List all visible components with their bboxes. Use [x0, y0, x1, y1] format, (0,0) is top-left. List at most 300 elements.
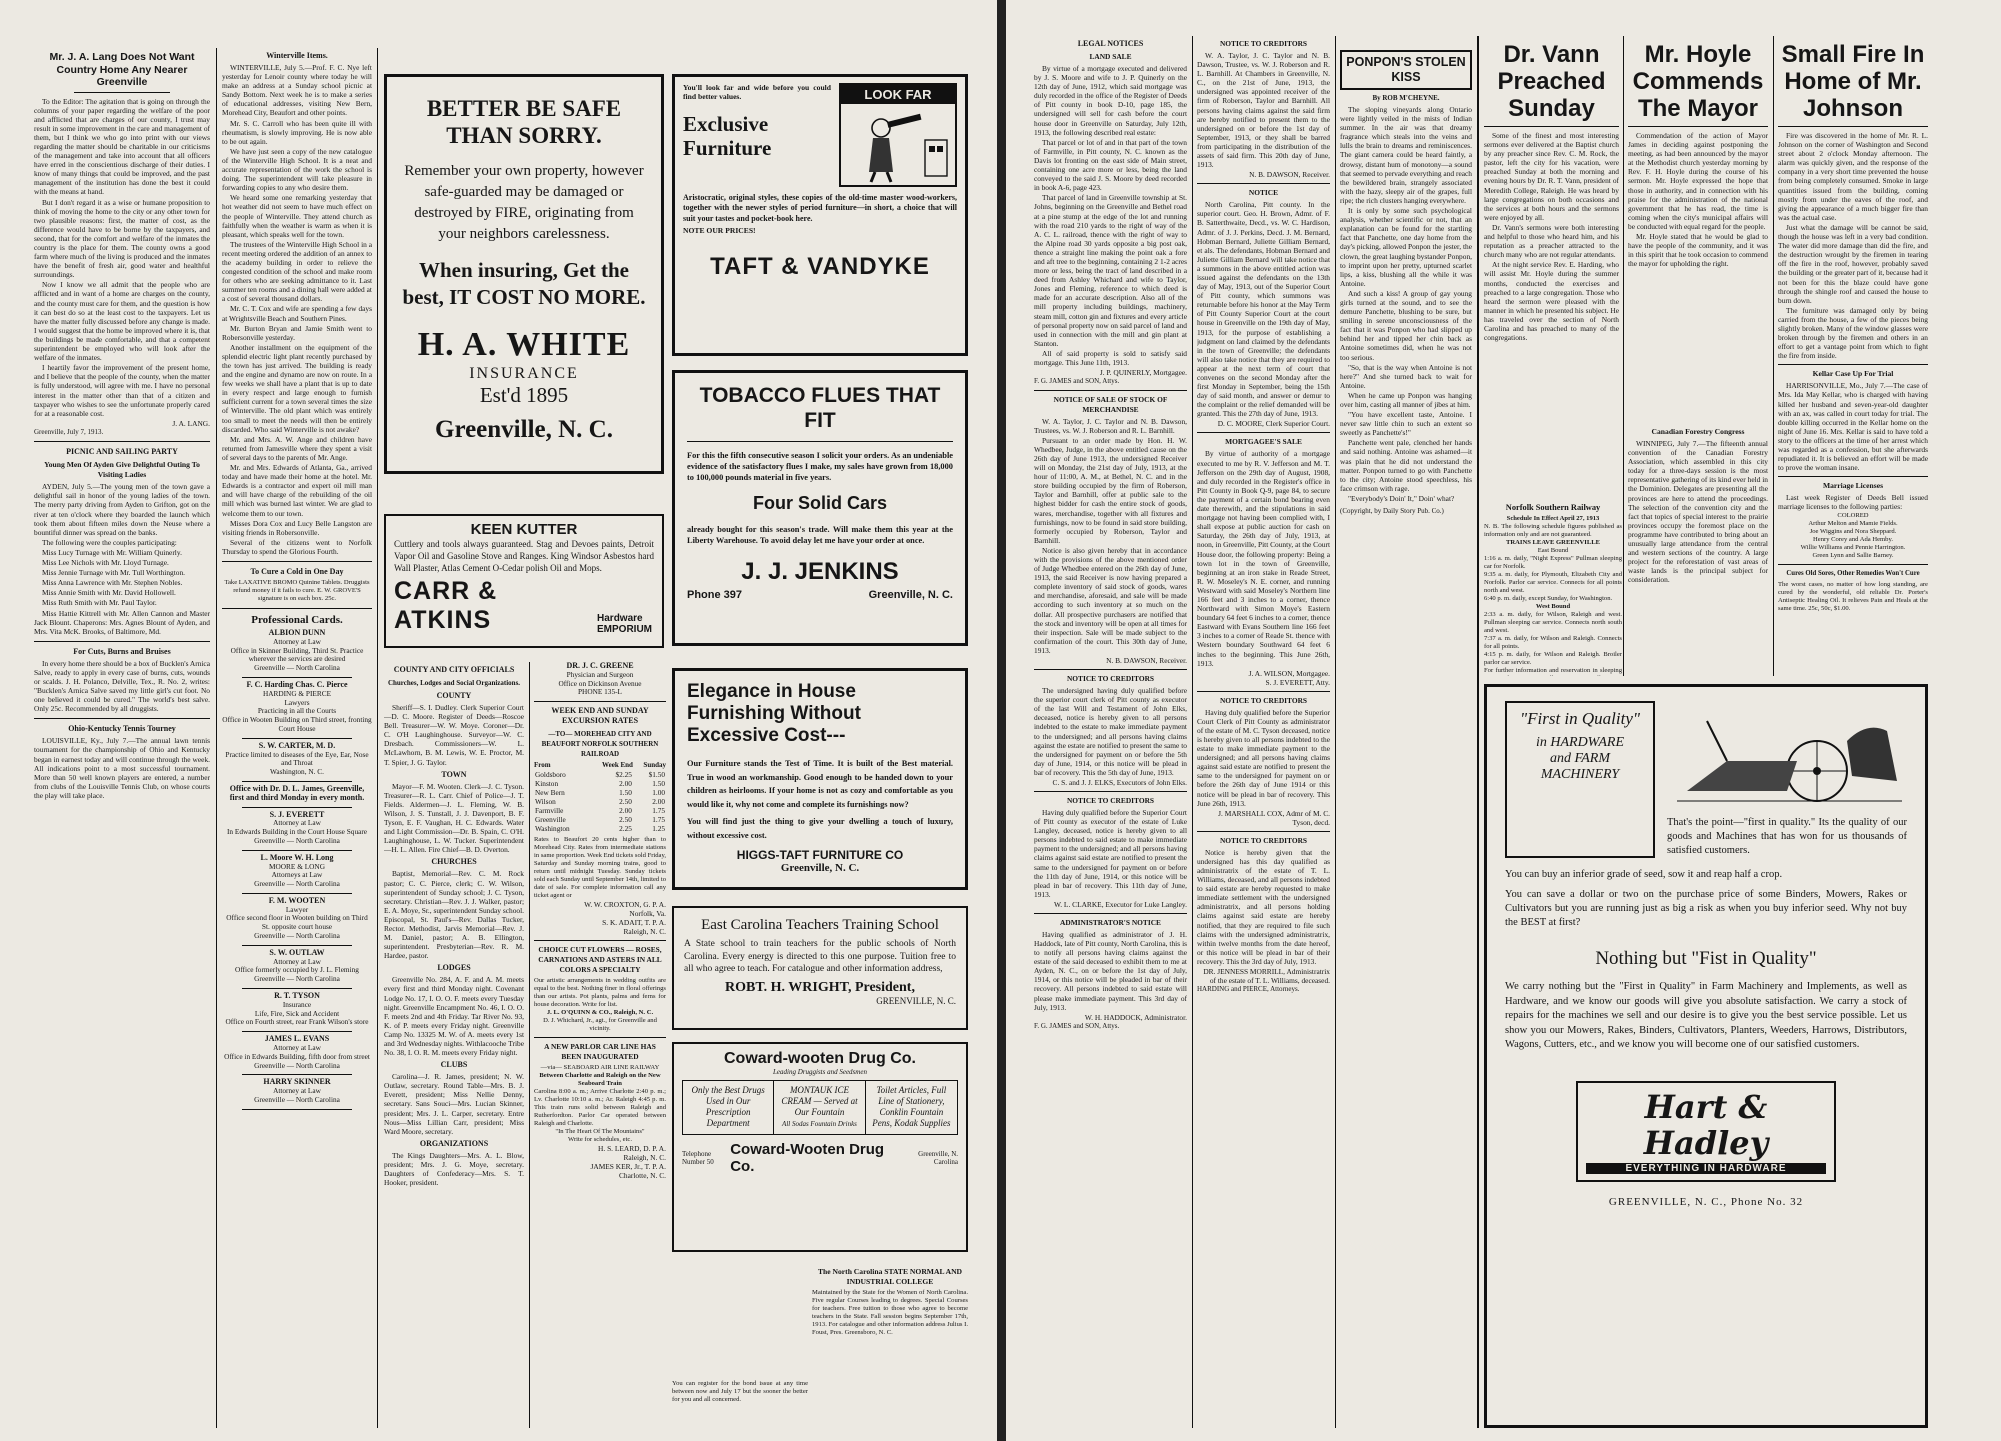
legal-column-1 — [1034, 36, 1187, 1428]
land-sale-signature: J. P. QUINERLY, Mortgagee. — [1099, 368, 1187, 378]
professional-card — [222, 897, 372, 941]
professional-card — [222, 1035, 372, 1070]
fare-table-cell: Kinston — [535, 779, 559, 789]
bond-registration-notice — [672, 1380, 808, 1428]
administrator-notice-text: Having qualified as administrator of J. H. Haddock, late of Pitt county, North Carolina, this is to notify all persons having claims against the estate of the said deceased to exhibit them to me at Ayden, N. C., on or before the 1st day of July, 1914, or this notice will be pleaded in bar of their recovery. All persons indebted to said estate will please make immediate payment. This 3rd day of July, 1913. — [1034, 929, 1187, 1012]
picnic-subhead: Young Men Of Ayden Give Delightful Outing To Visiting Ladies — [44, 460, 200, 480]
licenses-text: Last week Register of Deeds Bell issued marriage licenses to the following parties: — [1778, 493, 1928, 512]
winterville-paragraph: Mr. and Mrs. A. W. Ange and children have returned from Jamesville where they spent a visit of several days to the parents of Mr. Ange. — [222, 434, 372, 462]
column-rule — [216, 48, 217, 1428]
ponpon-paragraph: It is only by some such psychological analysis, whether scientific or not, that an explanation can be found for the startling fact that Panchette, one day home from the day's picking, allowed Ponpon the jester, the clown, the great laughing bystander Ponpon, to imprint upon her pretty, upturned scarlet lips, a kiss, blushing all the while it was Antoine. — [1340, 206, 1472, 288]
ponpon-story-column — [1340, 50, 1472, 1428]
picnic-paragraph: Miss Anna Lawrence with Mr. Stephen Nobles. — [42, 578, 183, 588]
stock-sale-paragraph: Pursuant to an order made by Hon. H. W. Whedbee, Judge, in the above entitled cause on the 26th day of June 1913, the undersigned Receiver will on Monday, the 21st day of July, 1913, at the hour of 11:00, A. M., at Bethel, N. C. and in the store building occupied by the firm of Roberson, Taylor and Barnhill, offer at public sale to the highest bidder for cash the entire stock of goods, wares, merchandise, together with all fixtures and furnishings, now to be found in said store building, formerly occupied by Roberson, Taylor and Barnhill. — [1034, 435, 1187, 545]
nsr-west-train: 7:37 a. m. daily, for Wilson and Raleigh. Connects for all points. — [1484, 635, 1622, 650]
land-sale-paragraph: All of said property is sold to satisfy said mortgage. This June 11th, 1913. — [1034, 348, 1187, 367]
professional-card-line: Greenville — North Carolina — [254, 974, 340, 984]
parlor-car-agent: H. S. LEARD, D. P. A. — [598, 1144, 666, 1154]
summons-notice-text: North Carolina, Pitt county. In the superior court. Geo. H. Brown, Admr. of F. B. Satterthwaite, Decd., vs. W. C. Hardison, Admr. of J. J. Perkins, Decd. J. M. Bernard, Hobman Bernard, Juliette Gilliam Bernard, et als. The defendants, Hobman Bernard and Juliette Gilliam Bernard will take notice that a summons in the above entitled action was issued against the defendants on the 13th day of May, 1913, out of the Superior Court of Pitt county, which summons was returnable before his honor at the May Term of Pitt County Superior Court at the court house in Greenville on the 19th day of May, 1913, for the purpose of establishing a judgment on land claimed by the defendants in the town of Greenville; the defendants will also take notice that they are required to appear at the next term of court that convenes on the second Monday after the first Monday in September, being the 15th day of said month, and answer or demur to the complaint or the relief demanded will be granted. This the 27th day of June, 1913. — [1197, 200, 1330, 419]
hart-hadley-logo-text: Hart & Hadley — [1643, 1087, 1769, 1162]
keen-kutter-body: Cuttlery and tools always guaranteed. Stag and Devoes paints, Detroit Vapor Oil and Gasoline Stove and Ranges. King Windsor Asbestos hard Wall Plaster, Atlas Cement O-Cedar polish Oil and Mops. — [394, 539, 654, 573]
administrator-notice-headline: ADMINISTRATOR'S NOTICE — [1060, 917, 1161, 927]
stock-sale-signature: N. B. DAWSON, Receiver. — [1106, 656, 1187, 666]
white-body: Remember your own property, however safe-guarded may be damaged or destroyed by FIRE, originating from your neighbors carelessness. — [404, 163, 644, 242]
officials-section-text: Baptist, Memorial—Rev. C. M. Rock pastor; C. C. Pierce, clerk; C. W. Wilson, superintendent of Sunday school; J. C. Tyson, secretary. Christian—Rev. J. J. Walker, pastor; E. A. Moye, Sr., superintendent Sunday school. Episcopal, St. Paul's—Rev. Dallas Tucker, Rector. Methodist, Jarvis Memorial—Rev. J. M. Daniel, pastor; A. B. Ellington, superintendent. Presbyterian—Rev. R. M. Hardee, pastor. — [384, 869, 524, 961]
professional-card-line: Greenville — North Carolina — [254, 663, 340, 673]
first-in-quality-badge — [1505, 701, 1655, 858]
professional-card — [222, 854, 372, 889]
summons-notice-signature: D. C. MOORE, Clerk Superior Court. — [1217, 419, 1330, 429]
mortgagee-sale-headline: MORTGAGEE'S SALE — [1225, 437, 1302, 447]
professional-card-line: In Edwards Building in the Court House Square — [226, 827, 368, 837]
coward-wooten-title: Coward-wooten Drug Co. — [724, 1050, 916, 1067]
fare-table-cell: 2.00 — [619, 779, 632, 789]
licenses-colored-label: COLORED — [1837, 512, 1869, 520]
tobacco-flues-body: For this the fifth consecutive season I solicit your orders. As an undeniable evidence of the satisfactory flues I make, my sales have grown from 18,000 to 100,000 pounds material in five years. — [687, 451, 953, 482]
officials-section-heading: ORGANIZATIONS — [419, 1138, 489, 1148]
license-entry: Joe Wiggins and Nora Sheppard. — [1809, 528, 1897, 536]
winterville-headline: Winterville Items. — [266, 51, 328, 60]
fire-paragraph: The furniture was damaged only by being carried from the house, a few of the pieces being slightly broken. Many of the window glasses were broken through by the firemen and others in an effort to get a vantage point from which to fight the fire from inside. — [1778, 305, 1928, 361]
bond-registration-text: You can register for the bond issue at any time between now and July 17 but the sooner the better for you and all concerned. — [672, 1380, 808, 1403]
fare-table-cell: 1.75 — [652, 815, 665, 825]
professional-card-line: Greenville — North Carolina — [254, 931, 340, 941]
creditors-notice-4-signature: J. MARSHALL COX, Admr of M. C. Tyson, decd. — [1218, 808, 1330, 827]
professional-card — [222, 785, 372, 803]
parlor-car-headline: A NEW PARLOR CAR LINE HAS BEEN INAUGURATED — [544, 1042, 656, 1062]
nsr-west-train: 2:33 a. m. daily, for Wilson, Raleigh and west. Pullman sleeping car service. Connects north south and west. — [1484, 611, 1622, 634]
nsr-west-title: West Bound — [1535, 603, 1571, 610]
fare-table-row — [534, 824, 666, 833]
higgs-taft-body-2: You will find just the thing to give your dwelling a touch of luxury, without excessive cost. — [687, 817, 953, 840]
license-entry: Arthur Melton and Mamie Fields. — [1808, 520, 1898, 528]
officials-section-text: Carolina—J. R. James, president; N. W. Outlaw, secretary. Round Table—Mrs. B. J. Everett, president; Miss Nellie Denny, secretary. Sans Souci—Mrs. Lucian Skinner, president; Mrs. J. L. Carper, secretary. Entre Nous—Miss Lillian Carr, president; Miss Ward Moore, secretary. — [384, 1072, 524, 1136]
professional-card — [222, 681, 372, 734]
license-entry: Henry Corey and Ada Hemby. — [1813, 536, 1893, 544]
cuts-headline: For Cuts, Burns and Bruises — [73, 646, 171, 656]
fare-table-row — [534, 815, 666, 824]
ponpon-headline: PONPON'S STOLEN KISS — [1346, 55, 1466, 84]
professional-card-line: Office second floor in Wooten building on Third St. opposite court house — [226, 913, 368, 932]
white-name: H. A. WHITE — [417, 326, 631, 363]
license-entry: Green Lynn and Sallie Barney. — [1812, 552, 1894, 560]
officials-section-heading: CLUBS — [440, 1060, 468, 1070]
fare-table-cell: 2.00 — [619, 806, 632, 816]
mortgagee-sale-signature: J. A. WILSON, Mortgagee. — [1248, 668, 1330, 678]
professional-card-line: Greenville — North Carolina — [254, 879, 340, 889]
officials-section-heading: CHURCHES — [431, 857, 477, 867]
ectts-ad — [672, 906, 968, 1030]
parlor-car-agent-place: Raleigh, N. C. — [623, 1153, 666, 1163]
professional-cards-list — [222, 629, 372, 1110]
excursion-agent-2-place: Raleigh, N. C. — [623, 927, 666, 937]
greene-office: Office on Dickinson Avenue — [558, 678, 642, 688]
cold-cure-headline: To Cure a Cold in One Day — [250, 566, 344, 576]
professional-card-line: Lawyers — [284, 697, 310, 707]
white-place: Greenville, N. C. — [435, 416, 613, 443]
man-with-telescope-icon — [841, 104, 955, 184]
nsr-headline: Norfolk Southern Railway — [1505, 503, 1601, 512]
taft-vandyke-title: Exclusive Furniture — [683, 111, 772, 160]
summons-notice-headline: NOTICE — [1248, 188, 1279, 198]
column-2 — [222, 48, 372, 1428]
tennis-headline: Ohio-Kentucky Tennis Tourney — [68, 724, 176, 734]
taft-vandyke-note: NOTE OUR PRICES! — [683, 225, 756, 235]
column-rule — [1335, 36, 1336, 1428]
excursion-fare-table — [534, 761, 666, 833]
officials-section-text: Greenville No. 284, A. F. and A. M. meets every first and third Monday night. Covenant Lodge No. 17, I. O. O. F. meets every Tuesday night. Greenville Encampment No. 46, I. O. O. F. meets 2nd and 4th Friday. Tar River No. 93, K. of P. meets every Friday night. Greenville Camp No. 13325 M. W. of A. meets every 1st and 3rd Wednesday nights. Withlacooche Tribe No. 38, I. O. R. M. meets every Friday night. — [384, 975, 524, 1058]
ectts-body: A State school to train teachers for the public schools of North Carolina. Every energy is directed to this one purpose. Tuition free to all who agree to teach. For catalogue and other information address, — [684, 939, 956, 974]
creditors-notice-5-signature: DR. JENNESS MORRILL, Administratrix of the estate of T. L. Williams, deceased. — [1203, 966, 1330, 985]
professional-card-name: F. C. Harding Chas. C. Pierce — [246, 679, 348, 689]
coward-wooten-place: Greenville, N. Carolina — [918, 1150, 959, 1166]
higgs-taft-furniture-ad — [672, 668, 968, 890]
white-headline: BETTER BE SAFE THAN SORRY. — [426, 96, 622, 148]
winterville-paragraph: Mr. C. T. Cox and wife are spending a few days at Wrightsville Beach and Southern Pines. — [222, 304, 372, 323]
parlor-car-agent-2: JAMES KER, Jr., T. P. A. — [590, 1162, 666, 1172]
normal-college-headline: The North Carolina STATE NORMAL AND INDUSTRIAL COLLEGE — [817, 1267, 963, 1286]
fare-table-row — [534, 770, 666, 779]
professional-card-line: Greenville — North Carolina — [254, 1060, 340, 1070]
fare-table-header: From — [534, 761, 551, 770]
fare-table-cell: Goldsboro — [535, 770, 566, 780]
creditors-notice-2-signature: W. L. CLARKE, Executor for Luke Langley. — [1053, 899, 1187, 909]
land-sale-headline: LAND SALE — [1089, 52, 1132, 61]
winterville-paragraph: Mr. Burton Bryan and Jamie Smith went to Robersonville yesterday. — [222, 323, 372, 342]
officials-section-heading: LODGES — [437, 963, 471, 973]
winterville-paragraph: Mr. and Mrs. Edwards of Atlanta, Ga., arrived today and have made their home at the hotel. Mr. Edwards is a contractor and expert oil mill man and will have charge of the rebuilding of the oil mill which was burned last winter. We are glad to welcome them to our town. — [222, 463, 372, 518]
drugs-panel: Only the Best Drugs Used in Our Prescription Department — [683, 1081, 774, 1134]
greene-name: DR. J. C. GREENE — [566, 662, 634, 670]
receiver-notice-signature: N. B. DAWSON, Receiver. — [1249, 170, 1330, 180]
parlor-car-tagline: "In The Heart Of The Mountains" — [555, 1128, 645, 1136]
officials-sections — [384, 691, 524, 1187]
tobacco-flues-headline: TOBACCO FLUES THAT FIT — [699, 384, 941, 432]
creditors-notice-5-attorney: HARDING and PIERCE, Attorneys. — [1197, 984, 1300, 993]
right-newspaper-page — [1006, 0, 2001, 1441]
nsr-east-train: 9:35 a. m. daily, for Plymouth, Elizabeth City and Norfolk. Parlor car service. Connects for all points north and west. — [1484, 571, 1622, 594]
professional-card-role: Attorney at Law — [273, 1086, 321, 1096]
professional-card-line: Office in Wooten Building on Third street, fronting Court House — [222, 715, 372, 733]
flowers-text: Our artistic arrangements in wedding outfits are equal to the best. Nothing finer in floral offerings than our artists. Pot plants, palms and ferns for house decoration. Write for list. — [534, 977, 666, 1009]
hoyle-column — [1628, 38, 1768, 418]
left-newspaper-page — [0, 0, 997, 1441]
fire-paragraph: Just what the damage will be cannot be said, though the house was left in a very bad condition. The water did more damage than did the fire, and the destruction wrought by the firemen in tearing off the fire in the roof, however, probably saved the building or the greater part of it, because had it not been for this the blaze could have gone through the shingle roof and caused the house to burn down. — [1778, 222, 1928, 305]
taft-vandyke-body: Aristocratic, original styles, these copies of the old-time master wood-workers, together with the newer styles of period furniture—in short, a choice that will suit your tastes and pocket-book here. — [683, 193, 957, 223]
jenkins-place: Greenville, N. C. — [868, 589, 953, 601]
cold-cure-text: Take LAXATIVE BROMO Quinine Tablets. Druggists refund money if it fails to cure. E. W. GROVE'S signature is on each box. 25c. — [224, 578, 370, 602]
coward-wooten-footer: Coward-Wooten Drug Co. — [730, 1141, 885, 1175]
lang-paragraph: I heartily favor the improvement of the present home, and I believe that the people of the county, when the matter is fully understood, will agree with me. I have no personal interest in the matter other than that of a citizen and taxpayer who wishes to see the unfortunate properly cared for at a reasonable cost. — [34, 363, 210, 418]
coward-wooten-telephone: Telephone Number 50 — [682, 1150, 714, 1166]
creditors-notice-headline: NOTICE TO CREDITORS — [1066, 674, 1155, 684]
column-1 — [34, 48, 210, 1428]
greene-phone: PHONE 135-L — [578, 687, 622, 697]
hart-hadley-body: We carry nothing but the "First in Quality" in Farm Machinery and Implements, as well as Hardware, and we know our goods will give you absolute satisfaction. We carry a stock of repairs for the machines we sell and our desire is to give you the best service possible. Let us show you our Mowers, Rakes, Binders, Cultivators, Planters, Weeders, Harrows, Distributors, Wagons, Cutters, etc., and we know you will become one of our satisfied customers. — [1505, 981, 1907, 1050]
ponpon-byline: By ROB M'CHEYNE. — [1372, 94, 1440, 102]
canada-forestry-text: WINNIPEG, July 7.—The fifteenth annual convention of the Canadian Forestry Association, which assembled in this city today for a three-days session is the most representative gathering of its kind ever held in the Dominion. Delegates are presenting all the provinces are here to attend the proceedings. The selection of the convention city and the fact that topics of special interest to the prairie provinces occupy the foremost place on the programme have contributed to bring about an unusually large attendance from the central and western sections of the country. A large project for the reforestation of vast areas of waste lands is the principal subject for consideration. — [1628, 439, 1768, 585]
picnic-headline: PICNIC AND SAILING PARTY — [66, 447, 178, 457]
professional-card-name: Office with Dr. D. L. James, Greenville, first and third Monday in every month. — [229, 783, 365, 802]
flowers-firm: J. L. O'QUINN & CO., Raleigh, N. C. — [546, 1009, 654, 1017]
ponpon-paragraph: The sloping vineyards along Ontario were lightly veiled in the mists of Indian summer. In the air was that dreamy fragrance which steals into the veins and lulls the brain to dreams and reminiscences. The giant camera could be heard faintly, a drowsy, distant hum of monotony—a sound that seemed to pervade everything and reach the bewildered brain, strangely associated with the hazy, sleepy air of the grapes, full ripe; the rich clusters hanging everywhere. — [1340, 105, 1472, 205]
land-sale-paragraph: That parcel of land in Greenville township at St. Johns, beginning on the Greenville and Bethel road at a pine stump at the edge of the lot and running with the road 210 yards to the right of way of the A. C. L. railroad, thence with the right of way to the Alpine road 30 yards opposite a big post oak, thence a straight line making the point oak a fore and aft tree to the beginning, containing 2 1-2 acres more or less, being the tract of land described in a deed from Ashley Whichard and wife to Taylor, Jones and Fleming, reference to which deed is made for an accurate description. Also all of the mill property including buildings, machinery, steam mill, cotton gin and fixtures and every article of personal property now on said parcel of land and used in connection with the mill and gin plant at Stanton. — [1034, 193, 1187, 348]
page-gutter — [997, 0, 1006, 1441]
ponpon-paragraph: When he came up Ponpon was hanging over him, casting all manner of jibes at him. — [1340, 390, 1472, 409]
professional-card-role: Insurance — [282, 999, 312, 1009]
professional-card-line: Office in Edwards Building, fifth door from street — [224, 1051, 370, 1061]
fare-table-row — [534, 797, 666, 806]
kellar-text: HARRISONVILLE, Mo., July 7.—The case of Mrs. Ida May Kellar, who is charged with having killed her husband and seven-year-old daughter with an ax, was called in court today for trial. The double killing occurred in the Kellar home on the night of June 16. Mrs. Kellar is said to have told a story to the officers at the time of her arrest which was regarded as a confession, but she afterwards repudiated it. It is believed an effort will be made to prove the woman insane. — [1778, 381, 1928, 473]
lang-headline: Mr. J. A. Lang Does Not Want Country Home Any Nearer Greenville — [49, 51, 195, 88]
licenses-list — [1778, 520, 1928, 560]
taft-vandyke-ad — [672, 74, 968, 356]
coward-wooten-drug-ad — [672, 1042, 968, 1252]
fare-table-row — [534, 806, 666, 815]
officials-column — [384, 662, 524, 1428]
professional-card-role: Attorney at Law — [273, 1043, 321, 1053]
taft-vandyke-intro: You'll look far and wide before you could find better values. — [683, 83, 831, 102]
professional-card-role: Lawyer — [285, 904, 309, 914]
ponpon-paragraph: "So, that is the way when Antoine is not here?" And she turned back to wait for Antoine. — [1340, 362, 1472, 390]
fare-table-cell: 1.75 — [652, 806, 665, 816]
nsr-east-train: 6:40 p. m. daily, except Sunday, for Washington. — [1484, 595, 1613, 602]
creditors-notice-4-text: Having duly qualified before the Superior Court Clerk of Pitt County as administrator of the estate of M. C. Tyson deceased, notice is hereby given to all persons indebted to the estate to make immediate payment to the undersigned; and all persons having claims against said estate are notified to present the same to the undersigned for payment on or before the 26th day of June 1914 or this notice will be plead in bar of recovery. This June 26th, 1913. — [1197, 707, 1330, 808]
winterville-paragraph: We heard some one remarking yesterday that hot weather did not seem to have much effect on the people of Winterville. They attend church as faithfully when the weather is warm as when it is pleasant, which speaks well for the town. — [222, 193, 372, 239]
picnic-paragraph: The following were the couples participating: — [42, 537, 177, 547]
mortgagee-sale-text: By virtue of authority of a mortgage executed to me by R. V. Jefferson and M. T. Jefferson on the 29th day of August, 1908, and duly recorded in the Register's office in Pitt County in Book Q-9, page 84, to secure the payment of a certain bond bearing even date therewith, and the stipulations in said mortgage not having been complied with, I shall expose at public auction for cash on Saturday, the 26th day of July, 1913, at noon, in Greenville, Pitt County, at the Court House door, the following property: Being a town lot in the town of Greenville, beginning at an iron stake in Reade Street, R. W. Moseley's N. E. corner, and running Westward with said Moseley's Northern line 166 feet and 3 inches to a corner, thence Northward with Simon Moye's Eastern boundary 64 feet 6 inches to a corner, thence Eastward with Evans Southern line 166 feet 3 inches to a corner of Reade St. thence with Western boundary Southward 64 feet 6 inches to the beginning. This June 26th, 1913. — [1197, 449, 1330, 668]
fire-headline: Small Fire In Home of Mr. Johnson — [1781, 41, 1925, 122]
ectts-place: GREENVILLE, N. C. — [876, 995, 956, 1006]
professional-card-line: Office formerly occupied by J. L. Fleming — [235, 965, 359, 975]
professional-card-role: Attorney at Law — [273, 956, 321, 966]
hart-hadley-headline: Nothing but "Fist in Quality" — [1595, 948, 1817, 969]
column-rule — [529, 662, 530, 1428]
keen-kutter-ad — [384, 514, 664, 648]
stock-sale-paragraph: Notice is also given hereby that in accordance with the provisions of the above mentioned order of Judge Whedbee entered on the 26th day of June, 1913, the said Receiver is now having prepared a complete inventory of said stock of goods, wares and merchandise, aforesaid, and sale will be made according to such inventory at so much on the dollar. All prospective purchasers are notified that the stock and inventory will be open at all times for their inspection. Sale will be made subject to the confirmation of the court. This 30th day of June, 1913. — [1034, 545, 1187, 655]
lang-dateline: Greenville, July 7, 1913. — [34, 427, 104, 436]
stock-sale-paragraph: W. A. Taylor, J. C. Taylor and N. B. Dawson, Trustees, vs. W. J. Roberson and R. L. Barnhill. — [1034, 416, 1187, 435]
hart-hadley-intro: That's the point—"first in quality." Its the quality of our goods and Machines that has won for us thousands of satisfied customers. — [1667, 817, 1907, 856]
soda-label: All Sodas Fountain Drinks — [782, 1120, 857, 1128]
ectts-headline: East Carolina Teachers Training School — [701, 917, 939, 933]
hoyle-paragraph: Mr. Hoyle stated that he would be glad to have the people of the community, and it was in this spirit that he took occasion to commend the mayor for upholding the right. — [1628, 232, 1768, 269]
professional-card-line: Practice limited to diseases of the Eye, Ear, Nose and Throat — [225, 749, 369, 768]
creditors-notice-5-headline: NOTICE TO CREDITORS — [1219, 835, 1308, 845]
nsr-east-subtitle: East Bound — [1537, 547, 1569, 554]
stock-sale-headline: NOTICE OF SALE OF STOCK OF MERCHANDISE — [1053, 394, 1168, 414]
nsr-subhead: Schedule In Effect April 27, 1913 — [1506, 515, 1600, 522]
flowers-headline: CHOICE CUT FLOWERS — ROSES, CARNATIONS AND ASTERS IN ALL COLORS A SPECIALTY — [538, 945, 662, 975]
lang-paragraph: But I don't regard it as a wise or humane proposition to think of moving the home to the city or any other town for two plausible reasons: first, the matter of cost, as the difference would have to be borne by the taxpayers, and second, that for the comfort and welfare of the inmates the country is the place for them. The county owns a good farm where much of the living is produced and the inmates have the benefit of fresh air, good water and healthful surroundings. — [34, 197, 210, 280]
nsr-east-list — [1484, 555, 1622, 603]
nsr-west-train: 4:15 p. m. daily, for Wilson and Raleigh. Broiler parlor car service. — [1484, 651, 1622, 666]
reaper-machine-icon — [1667, 701, 1907, 811]
excursion-headline: WEEK END AND SUNDAY EXCURSION RATES — [551, 706, 649, 726]
receiver-notice-text: W. A. Taylor, J. C. Taylor and N. B. Dawson, Trustee, vs. W. J. Roberson and R. L. Barnhill. At Chambers in Greenville, N. C., on the 21st of June, 1913, the undersigned was appointed receiver of the firm of Roberson, Taylor and Barnhill. All persons having claims against the said firm are hereby notified to present them to the undersigned on or before the 1st day of September, 1913, or they shall be barred from participating in the distribution of the assets of said firm. This 20th day of June, 1913. — [1197, 51, 1330, 170]
professional-card — [222, 629, 372, 673]
keen-kutter-title: KEEN KUTTER — [470, 521, 578, 538]
taft-vandyke-firm: TAFT & VANDYKE — [710, 252, 930, 280]
officials-section-heading: COUNTY — [436, 691, 472, 700]
picnic-paragraph: AYDEN, July 5.—The young men of the town gave a delightful sail in honor of the young ladies of the town. The merry party driving from Ayden to Grifton, got on the river at ten o'clock where they boarded the launch which took them about fifteen miles down the Neuse where a bountiful dinner was spread on the banks. — [34, 482, 210, 537]
mortgagee-sale-attorney: S. J. EVERETT, Atty. — [1265, 677, 1330, 687]
hart-hadley-logo — [1576, 1081, 1836, 1182]
professional-cards-headline: Professional Cards. — [251, 613, 343, 626]
norfolk-southern-railway-schedule — [1484, 500, 1622, 676]
winterville-paragraph: The trustees of the Winterville High School in a recent meeting ordered the addition of an annex to the academy building in order to relieve the congested condition of the school and make room for others who are seeking admittance to it. Last summer ten rooms and a dining hall were added at a cost of several thousand dollars. — [222, 239, 372, 304]
professional-card-name: S. W. OUTLAW — [269, 947, 325, 957]
column-rule — [377, 48, 378, 1428]
column-rule — [1773, 36, 1774, 676]
tobacco-flues-subhead: Four Solid Cars — [752, 493, 887, 513]
professional-card-line: Practicing in all the Courts — [257, 706, 337, 716]
nsr-east-title: TRAINS LEAVE GREENVILLE — [1505, 539, 1601, 546]
fare-table-row — [534, 788, 666, 797]
winterville-paragraph: Another installment on the equipment of the splendid electric light plant recently purchased by the town has just arrived. The building is ready and the engine and dynamo are now on route. In a few weeks we shall have a plant that is up to date in every respect and large enough to furnish sufficient current for a town several times the size of Winterville. The old plant which was entirely too small to meet the needs will then be entirely discarded. Who said Winterville is not awake? — [222, 342, 372, 434]
higgs-taft-body: Our Furniture stands the Test of Time. It is built of the Best material. True in wood an workmanship. Good enough to be handed down to your children as heirlooms. If your home is not as cozy and comfortable as you would like it, why not come and complete its furnishings now? — [687, 759, 953, 809]
hart-hadley-logo-tag: EVERYTHING IN HARDWARE — [1586, 1163, 1826, 1174]
winterville-paragraph: Several of the citizens went to Norfolk Thursday to spend the Glorious Fourth. — [222, 537, 372, 556]
receiver-notice-headline: NOTICE TO CREDITORS — [1219, 39, 1308, 48]
legal-notices-headline: LEGAL NOTICES — [1077, 39, 1144, 48]
professional-card-line: Greenville — North Carolina — [254, 1095, 340, 1105]
jenkins-name: J. J. JENKINS — [741, 558, 899, 585]
fare-table-cell: Wilson — [535, 797, 556, 807]
professional-card-name: JAMES L. EVANS — [264, 1034, 330, 1044]
fare-table-header: Sunday — [643, 761, 666, 770]
canada-forestry-article — [1628, 424, 1768, 678]
fire-paragraph: Fire was discovered in the home of Mr. R. L. Johnson on the corner of Washington and Second street about 2 o'clock Monday afternoon. The alarm was quickly given, and the response of the company in a very short time prevented the house from being completely consumed. Smoke in large quantities issued from the building, coming mostly from under the eaves of the roof, and giving the appearance of a much bigger fire than was the actual case. — [1778, 131, 1928, 222]
hoyle-paragraph: Commendation of the action of Mayor James in deciding against postponing the meeting, as had been announced by the mayor at the Methodist church yesterday morning by Rev. F. H. Hoyle during the course of his sermon. Mr. Hoyle expressed the hope that those in authority, and in connection with his praise for the administration of the national government that he has read, the time is coming when the city's municipal affairs will be conducted with equal regard for the people. — [1628, 131, 1768, 231]
fare-table-cell: Washington — [535, 824, 570, 834]
parlor-car-via: —via— SEABOARD AIR LINE RAILWAY — [540, 1064, 660, 1072]
fare-table-row — [534, 779, 666, 788]
fare-table-cell: 2.25 — [619, 824, 632, 834]
parlor-car-text: Carolina 8:00 a. m.; Arrive Charlotte 2:40 p. m.; Lv. Charlotte 10:10 a. m.; Ar. Raleigh 4:45 p. m. This train runs solid between Raleigh and Rutherfordton. Parlor Car operated between Raleigh and Charlotte. — [534, 1088, 666, 1128]
normal-college-text: Maintained by the State for the Women of North Carolina. Five regular Courses leading to degrees. Special Courses for teachers. Free tuition to those who agree to become teachers in the State. Fall session begins September 17th, 1913. For catalogue and other information address Julius I. Foust, Pres. Greensboro, N. C. — [812, 1289, 968, 1336]
land-sale-paragraph: By virtue of a mortgage executed and delivered by J. S. Moore and wife to J. P. Quinerly on the 12th day of June, 1912, which said mortgage was duly recorded in the office of the Register of Deeds of Pitt county in book D-10, page 185, the undersigned will sell for cash before the court house door in Greenville on Saturday, July 12th, 1913, the following described real estate: — [1034, 64, 1187, 137]
normal-college-notice — [812, 1264, 968, 1428]
professional-card-line: Washington, N. C. — [270, 767, 324, 777]
hart-hadley-place: GREENVILLE, N. C., Phone No. 32 — [1608, 1195, 1804, 1208]
license-entry: Willie Williams and Pennie Harrington. — [1800, 544, 1906, 552]
nsr-note: N. B. The following schedule figures published as information only and are not guaranteed. — [1484, 523, 1622, 538]
fare-table-cell: 1.50 — [652, 779, 665, 789]
picnic-paragraph: Miss Lee Nichols with Mr. Lloyd Turnage. — [42, 558, 169, 568]
carr-atkins-tag: Hardware EMPORIUM — [597, 613, 653, 635]
jenkins-phone: Phone 397 — [687, 589, 743, 601]
kellar-headline: Kellar Case Up For Trial — [1812, 369, 1894, 379]
professional-card-name: HARRY SKINNER — [263, 1077, 331, 1087]
creditors-notice-signature: C. S. and J. J. ELKS, Executors of John Elks. — [1052, 777, 1187, 787]
picnic-article — [34, 447, 210, 636]
nsr-west-list — [1484, 611, 1622, 667]
vann-paragraph: At the night service Rev. E. Harding, who will assist Mr. Hoyle during the summer months, conducted the exercises and preached to a large congregation. Those who heard the sermon were pleased with the manner in which he presented his subject. He has traveled over the section of North Carolina and has preached to many of the congregations. — [1484, 260, 1619, 343]
white-established: Est'd 1895 — [479, 383, 569, 407]
ice-cream-label: MONTAUK ICE CREAM — Served at Our Fountain — [781, 1085, 858, 1117]
toilet-articles-panel: Toilet Articles, Full Line of Stationery, Conklin Fountain Pens, Kodak Supplies — [872, 1085, 951, 1128]
lang-article — [34, 51, 210, 436]
picnic-paragraph: Miss Jennie Turnage with Mr. Tull Worthington. — [42, 568, 185, 578]
officials-section-heading: TOWN — [441, 769, 467, 779]
excursion-note: Rates to Beaufort 20 cents higher than to Morehead City. Rates from intermediate stations in same proportion. Week End tickets sold Friday, Saturday and Sunday morning trains, good to return until midnight Tuesday. Sunday tickets sold each Sunday until September 14th, limited to date of sale. For complete information call any ticket agent or — [534, 836, 666, 900]
professional-card — [222, 992, 372, 1027]
vann-paragraph: Dr. Vann's sermons were both interesting and helpful to those who heard him, and his reputation as a preacher attracted to the church many who are not regular attendants. — [1484, 222, 1619, 260]
officials-section-text: Sheriff—S. I. Dudley. Clerk Superior Court—D. C. Moore. Register of Deeds—Roscoe Bell. Treasurer—W. W. Moye. Coroner—Dr. C. O'H Laughinghouse. Surveyor—W. C. Dresbach. Commissioners—W. L. McLawhorn, B. M. Lewis, W. E. Proctor, M. T. Spier, J. G. Taylor. — [384, 703, 524, 767]
legal-column-2 — [1197, 36, 1330, 1428]
vann-headline: Dr. Vann Preached Sunday — [1497, 41, 1606, 122]
greene-role: Physician and Surgeon — [566, 669, 634, 679]
professional-card-role: MOORE & LONG — [269, 861, 325, 871]
white-insurance-ad — [384, 74, 664, 474]
hoyle-headline: Mr. Hoyle Commends The Mayor — [1632, 41, 1764, 122]
officials-headline: COUNTY AND CITY OFFICIALS — [393, 665, 515, 674]
professional-card-line: Attorneys at Law — [271, 870, 323, 880]
administrator-notice-attorney: F. G. JAMES and SON, Attys. — [1034, 1021, 1120, 1030]
licenses-headline: Marriage Licenses — [1822, 481, 1884, 491]
fare-table-cell: New Bern — [535, 788, 565, 798]
badge-title: "First in Quality" — [1519, 709, 1641, 728]
fare-table-cell: 2.50 — [619, 815, 632, 825]
canada-forestry-headline: Canadian Forestry Congress — [1651, 427, 1745, 436]
nsr-footer: For further information and reservation in sleeping — [1484, 667, 1622, 674]
cures-text: The worst cases, no matter of how long standing, are cured by the wonderful, old reliable Dr. Porter's Antiseptic Healing Oil. It relieves Pain and Heals at the same time. 25c, 50c, $1.00. — [1778, 581, 1928, 613]
picnic-paragraph: Miss Lucy Turnage with Mr. William Quinerly. — [42, 547, 182, 557]
excursion-agent: W. W. CROXTON, G. P. A. — [584, 900, 666, 910]
fare-table-cell: 2.00 — [652, 797, 665, 807]
cuts-text: In every home there should be a box of Bucklen's Arnica Salve, ready to apply in every case of burns, cuts, wounds or scalds. J. H. Polanco, Delville, Tex., R. No. 2, writes: "Bucklen's Arnica Salve saved my little girl's cut foot. No one believed it could be cured." The world's best salve. Only 25c. Recommended by all druggists. — [34, 658, 210, 714]
picnic-paragraph: Miss Ruth Smith with Mr. Paul Taylor. — [42, 598, 157, 608]
white-line: INSURANCE — [469, 365, 579, 382]
professional-card-role: Attorney at Law — [273, 818, 321, 828]
professional-card-line: Office on Fourth street, rear Frank Wilson's store — [225, 1017, 369, 1027]
professional-card-name: S. W. CARTER, M. D. — [258, 740, 336, 750]
officials-section-text: The Kings Daughters—Mrs. A. L. Blow, president; Mrs. J. G. Moye, secretary. Daughters of Confederacy—Mrs. S. T. Hooker, president. — [384, 1150, 524, 1188]
parlor-car-agent-2-place: Charlotte, N. C. — [618, 1171, 666, 1181]
ectts-president: ROBT. H. WRIGHT, President, — [725, 979, 915, 995]
fare-table-cell: 1.25 — [652, 824, 665, 834]
picnic-paragraph: Miss Annie Smith with Mr. David Hollowell. — [42, 588, 176, 598]
winterville-paragraph: We have just seen a copy of the new catalogue of the Winterville High School. It is a neat and accurate representation of the work the school is doing. The superintendent will take pleasure in forwarding copies to any who desire them. — [222, 146, 372, 193]
professional-card-line: Life, Fire, Sick and Accident — [254, 1008, 340, 1018]
norfolk-southern-schedule — [1778, 424, 1779, 425]
winterville-paragraph: Misses Dora Cox and Lucy Belle Langston are visiting friends in Robersonville. — [222, 518, 372, 537]
fare-table-cell: 1.00 — [652, 788, 665, 798]
copyright-line: (Copyright, by Daily Story Pub. Co.) — [1340, 507, 1444, 516]
hart-hadley-line-1: You can buy an inferior grade of seed, sow it and reap half a crop. — [1505, 869, 1783, 880]
parlor-car-between: Between Charlotte and Raleigh on the New Seaboard Train — [539, 1072, 661, 1088]
picnic-paragraph: Miss Hattie Kittrell with Mr. Allen Cannon and Master Jack Blount. Chaperons: Mrs. Agnes Blount of Ayden, and Mrs. Vita McK. Brooks, of Baltimore, Md. — [34, 608, 210, 636]
hart-hadley-ad — [1484, 684, 1928, 1428]
greene-card — [534, 662, 666, 697]
coward-wooten-panels — [682, 1080, 958, 1135]
fare-table-cell: $1.50 — [648, 770, 665, 780]
column-rule — [1477, 36, 1479, 1428]
professional-card-name: R. T. TYSON — [274, 991, 320, 1001]
officials-subhead: Churches, Lodges and Social Organizations. — [387, 679, 521, 687]
tennis-text: LOUISVILLE, Ky., July 7.—The annual lawn tennis tournament for the championship of Ohio and Kentucky began in earnest today and will continue through the week. All indications point to a most successful tournament. More than 50 well known players are entered, a number from clubs of the Louisville Tennis Club, on whose courts the play will take place. — [34, 736, 210, 800]
creditors-notice-text: The undersigned having duly qualified before the superior court clerk of Pitt county as executor of the last Will and Testament of John Elks, deceased, notice is hereby given to all persons indebted to the estate to make immediate payment to the undersigned; and all persons having claims against the estate are notified to present the same to the undersigned for payment on or before the 5th day of June, 1914, or this notice will be plead in bar of recovery. This the 5th day of June, 1913. — [1034, 686, 1187, 777]
ponpon-paragraph: "You have excellent taste, Antoine. I never saw little chin to such an extent so sweetly as Panchette's!" — [1340, 410, 1472, 438]
excursion-route: —TO— MOREHEAD CITY AND BEAUFORT NORFOLK SOUTHERN RAILROAD — [541, 730, 659, 759]
ponpon-paragraph: "Everybody's Doin' It," Doin' what? — [1348, 493, 1455, 503]
professional-card-name: S. J. EVERETT — [269, 809, 325, 819]
lang-paragraph: Now I know we all admit that the people who are afflicted and in want of a home are charges on the county, and the county must care for them, and the question is how it can best do so at the least cost to the taxpayers. Let us have the matter fully discussed before any change is made. I would suggest that the home be improved where it is, that the buildings be made comfortable, and that a competent superintendent be employed who will look after the welfare of the inmates. — [34, 280, 210, 363]
badge-line-2: and FARM MACHINERY — [1540, 751, 1620, 782]
column-4 — [534, 662, 666, 1428]
creditors-notice-2-text: Having duly qualified before the Superior Court of Pitt county as executor of the estate of Luke Langley, deceased, notice is hereby given to all persons indebted to said estate to make immediate payment to the undersigned; and all persons having claims against said estate are notified to present the same to the undersigned for payment on or before the 11th day of June, 1914, or this notice will be plead in bar of recovery. This 11th day of June, 1913. — [1034, 807, 1187, 899]
